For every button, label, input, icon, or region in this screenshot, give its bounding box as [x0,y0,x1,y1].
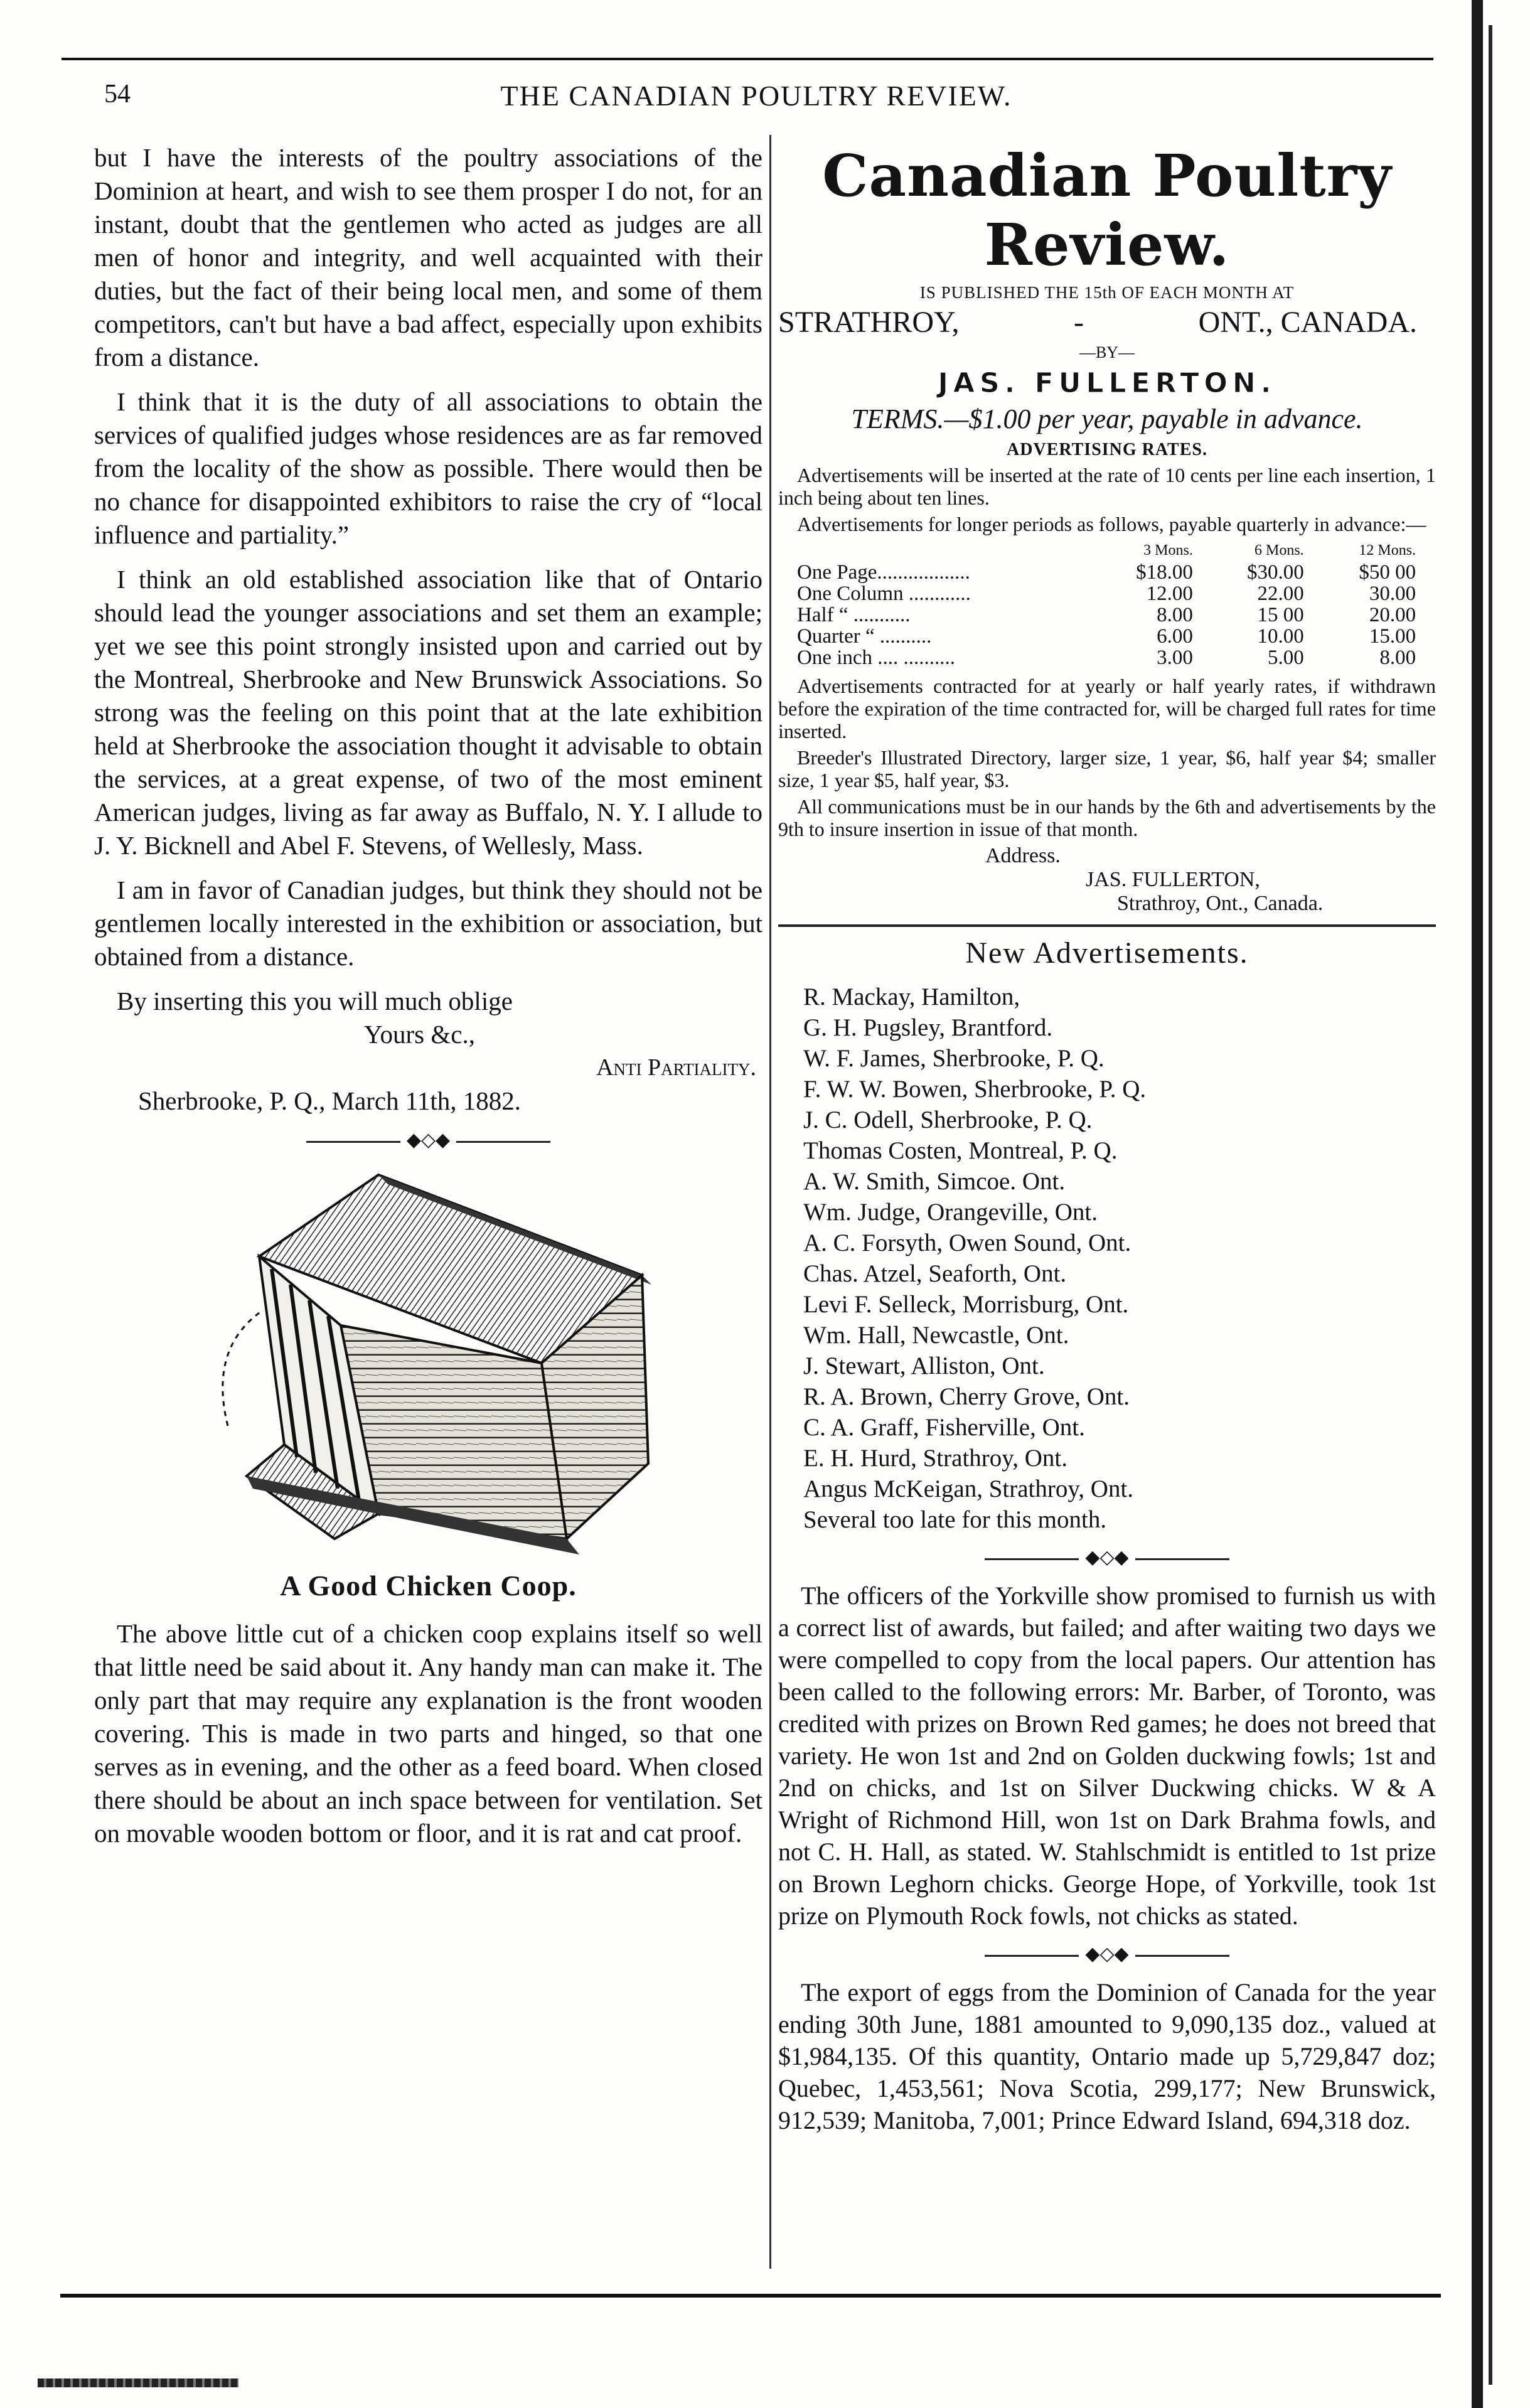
new-ads-list [803,982,1436,1535]
communications-note: All communications must be in our hands by the 6th and advertisements by the 9th to insure insertion in issue of that month. [778,795,1436,840]
binding-shadow [1489,25,1492,2385]
section-ornament: ◆◇◆ [778,1943,1436,1965]
list-item: Wm. Hall, Newcastle, Ont. [803,1322,1069,1349]
list-item: R. A. Brown, Cherry Grove, Ont. [803,1383,1130,1410]
directory-note: Breeder's Illustrated Directory, larger size, 1 year, $6, half year $4; smaller size, 1 year $5, half year, $3. [778,746,1436,791]
letter-paragraph: but I have the interests of the poultry associations of the Dominion at heart, and wish to see them prosper I do not, for an instant, doubt that the gentlemen who acted as judges are all men of honor and integrity, and well acquainted with their duties, but the fact of their being local men, and some of them competitors, can't but have a bad affect, especially upon exhibits from a distance. [94,143,762,372]
list-item: C. A. Graff, Fisherville, Ont. [803,1414,1085,1441]
letter-closing: By inserting this you will much oblige [117,987,513,1015]
address-name: JAS. FULLERTON, [1086,868,1260,891]
place-dash: - [1074,306,1084,339]
address-label: Address. [985,844,1061,867]
rate-row: One inch .... .......... 3.00 5.00 8.00 [797,646,1416,669]
letter-place-date: Sherbrooke, P. Q., March 11th, 1882. [138,1086,521,1115]
binding-edge [1472,0,1483,2408]
list-item: J. Stewart, Alliston, Ont. [803,1352,1045,1379]
running-head: THE CANADIAN POULTRY REVIEW. [500,80,1012,112]
list-item: J. C. Odell, Sherbrooke, P. Q. [803,1106,1093,1133]
list-item: R. Mackay, Hamilton, [803,983,1020,1010]
coop-paragraph: The above little cut of a chicken coop explains itself so well that little need be said about it. Any handy man can make it. The only part that may require any explanation is the front wooden covering. This is made in two parts and hinged, so that one serves as in evening, and the other as a feed board. When closed there should be about an inch space between for ventilation. Set on movable wooden bottom or floor, and it is rat and cat proof. [94,1619,762,1848]
yorkville-paragraph: The officers of the Yorkville show promised to furnish us with a correct list of awards, but failed; and after waiting two days we were compelled to copy from the local papers. Our attention has been called to the following errors: Mr. Barber, of Toronto, was credited with prizes on Brown Red games; he does not breed that variety. He won 1st and 2nd on Golden duckwing fowls; 1st and 2nd on chicks, and 1st on Silver Duckwing chicks. W & A Wright of Richmond Hill, won 1st on Dark Brahma fowls, and not C. H. Hall, as stated. W. Stahlschmidt is entitled to 1st prize on Brown Leghorn chicks. George Hope, of Yorkville, took 1st prize on Plymouth Rock fowls, not chicks as stated. [778,1581,1436,1930]
page-number: 54 [104,80,131,109]
letter-paragraph: I am in favor of Canadian judges, but think they should not be gentlemen locally interested in the exhibition or association, but obtained from a distance. [94,875,762,971]
rates-heading: ADVERTISING RATES. [1007,440,1207,459]
page-header [69,74,1443,124]
place-right: ONT., CANADA. [1198,306,1417,339]
masthead-terms: TERMS.—$1.00 per year, payable in advance. [851,404,1363,434]
letter-paragraph: I think that it is the duty of all associations to obtain the services of qualified judges whose residences are as far removed from the locality of the show as possible. There would then be no chance for disappointed exhibitors to raise the cry of “local influence and partiality.” [94,387,762,549]
letter-paragraph: I think an old established association like that of Ontario should lead the younger associations and set them an example; yet we see this point strongly insisted upon and carried out by the Montreal, Sherbrooke and New Brunswick Associations. So strong was the feeling on this point that at the late exhibition held at Sherbrooke the association thought it advisable to obtain the services, at a great expense, of two of the most eminent American judges, living as far away as Buffalo, N. Y. I allude to J. Y. Bicknell and Abel F. Stevens, of Wellesly, Mass. [94,565,762,860]
address-place: Strathroy, Ont., Canada. [1117,892,1324,915]
masthead-by: —BY— [1079,343,1135,361]
longer-periods-note: Advertisements for longer periods as follows, payable quarterly in advance:— [797,513,1426,535]
yearly-note: Advertisements contracted for at yearly or half yearly rates, if withdrawn before the expiration of the time contracted for, will be charged full rates for time inserted. [778,675,1436,742]
masthead-published: IS PUBLISHED THE 15th OF EACH MONTH AT [919,283,1295,302]
list-item: W. F. James, Sherbrooke, P. Q. [803,1045,1105,1072]
rate-row: Quarter “ .......... 6.00 10.00 15.00 [797,625,1416,648]
bottom-rule [60,2294,1441,2298]
list-item: F. W. W. Bowen, Sherbrooke, P. Q. [803,1076,1147,1103]
rate-row: One Page.................. $18.00 $30.00 $50 00 [797,561,1416,584]
masthead-editor: JAS. FULLERTON. [938,367,1276,399]
section-rule [778,924,1436,927]
rate-col-3: 3 Mons. [1143,542,1193,559]
rate-row: Half “ ........... 8.00 15 00 20.00 [797,604,1416,626]
rates-table [797,539,1428,668]
letter-signature: Anti Partiality. [596,1054,756,1081]
list-item: Wm. Judge, Orangeville, Ont. [803,1199,1098,1226]
new-ads-title: New Advertisements. [965,936,1249,970]
rates-note: Advertisements will be inserted at the rate of 10 cents per line each insertion, 1 inch being about ten lines. [778,464,1436,509]
print-smudge [38,2379,238,2387]
list-item: Angus McKeigan, Strathroy, Ont. [803,1475,1134,1502]
right-column [778,135,1436,2144]
section-ornament: ◆◇◆ [94,1129,762,1151]
list-item: Thomas Costen, Montreal, P. Q. [803,1137,1118,1164]
eggs-paragraph: The export of eggs from the Dominion of Canada for the year ending 30th June, 1881 amounted to 9,090,135 doz., valued at $1,984,135. Of this quantity, Ontario made up 5,729,847 doz; Quebec, 1,453,561; Nova Scotia, 299,177; New Brunswick, 912,539; Manitoba, 7,001; Prince Edward Island, 694,318 doz. [778,1978,1436,2134]
list-item: A. W. Smith, Simcoe. Ont. [803,1168,1066,1195]
rate-col-12: 12 Mons. [1359,542,1416,559]
section-ornament: ◆◇◆ [778,1546,1436,1568]
rate-row: One Column ............ 12.00 22.00 30.00 [797,582,1416,605]
left-column [94,141,762,1861]
masthead-title: Canadian Poultry Review. [822,142,1392,279]
list-item: E. H. Hurd, Strathroy, Ont. [803,1445,1068,1472]
chicken-coop-illustration [190,1162,667,1564]
rate-col-6: 6 Mons. [1254,542,1304,559]
list-item: Levi F. Selleck, Morrisburg, Ont. [803,1291,1129,1318]
list-item: Several too late for this month. [803,1506,1107,1533]
column-divider [769,135,771,2269]
letter-yours: Yours &c., [364,1020,475,1049]
coop-caption: A Good Chicken Coop. [280,1570,577,1602]
masthead-place [778,305,1436,340]
list-item: A. C. Forsyth, Owen Sound, Ont. [803,1229,1131,1256]
place-left: STRATHROY, [778,306,960,339]
list-item: Chas. Atzel, Seaforth, Ont. [803,1260,1067,1287]
list-item: G. H. Pugsley, Brantford. [803,1014,1053,1041]
